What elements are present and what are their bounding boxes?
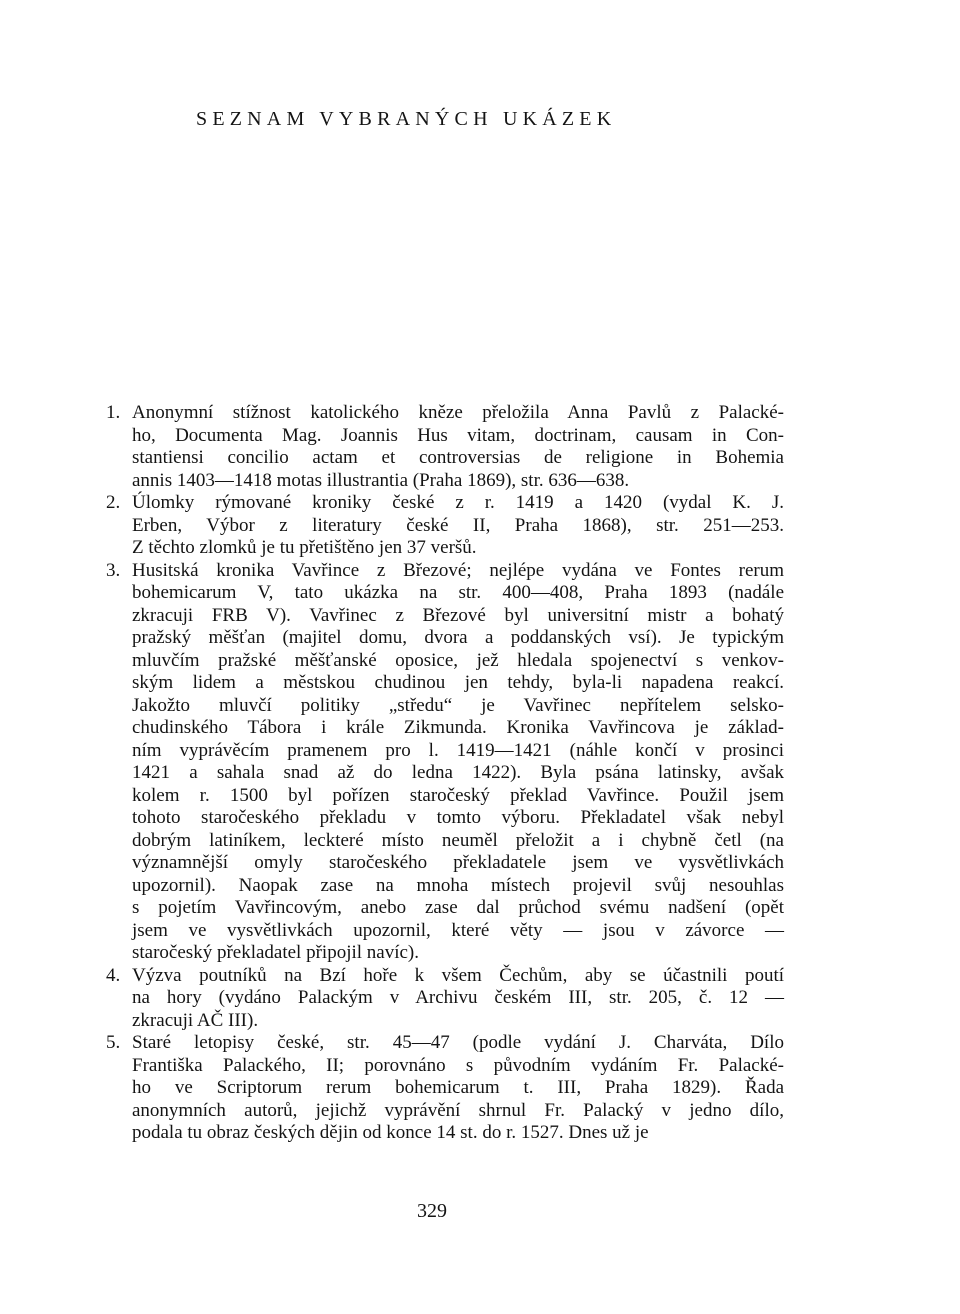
text-line: upozornil). Naopak zase na mnoha místech projevil svůj nesouhlas	[132, 874, 784, 896]
text-line: kolem r. 1500 byl pořízen staročeský překlad Vavřince. Použil jsem	[132, 784, 784, 806]
text-line: Anonymní stížnost katolického kněze přeložila Anna Pavlů z Palacké-	[132, 402, 784, 423]
entry-number: 2.	[106, 492, 121, 513]
text-line: ským lidem a městskou chudinou jen tehdy, byla-li napadena reakcí.	[132, 672, 784, 693]
text-line: s pojetím Vavřincovým, anebo zase dal průchod svému nadšení (opět	[132, 897, 784, 918]
text-line: mluvčím pražské měšťanské oposice, jež hledala spojenectví s venkov-	[132, 649, 784, 671]
list-item	[104, 1032, 784, 1145]
text-line: dobrým latiníkem, leckteré místo neuměl přeložit a i chybně četl (na	[132, 829, 784, 851]
list-item	[104, 560, 784, 965]
text-line: pražský měšťan (majitel domu, dvora a poddanských vsí). Je typickým	[132, 627, 784, 648]
entry-number: 1.	[106, 402, 121, 423]
text-line: podala tu obraz českých dějin od konce 14 st. do r. 1527. Dnes už je	[132, 1122, 649, 1143]
page-number: 329	[417, 1200, 447, 1222]
text-line: ním vyprávěcím pramenem pro l. 1419—1421 (náhle končí v prosinci	[132, 739, 784, 761]
text-line: jsem ve vysvětlivkách upozornil, které věty — jsou v závorce —	[132, 919, 784, 941]
text-line: zkracuji FRB V). Vavřinec z Březové byl universitní mistr a bohatý	[132, 604, 784, 626]
entry-number: 4.	[106, 964, 121, 986]
text-line: 1421 a sahala snad až do ledna 1422). Byla psána latinsky, avšak	[132, 762, 784, 783]
text-line: Jakožto mluvčí politiky „středu“ je Vavřinec nepřítelem selsko-	[132, 694, 784, 716]
list-item	[104, 492, 784, 560]
text-line: tohoto staročeského překladu v tomto výboru. Překladatel však nebyl	[132, 807, 784, 828]
text-line: Husitská kronika Vavřince z Březové; nejlépe vydána ve Fontes rerum	[132, 559, 784, 581]
text-line: Františka Palackého, II; porovnáno s původním vydáním Fr. Palacké-	[132, 1054, 784, 1076]
text-line: annis 1403—1418 motas illustrantia (Praha 1869), str. 636—638.	[132, 469, 630, 491]
list-item	[104, 402, 784, 492]
text-line: Erben, Výbor z literatury české II, Praha 1868), str. 251—253.	[132, 514, 784, 536]
text-line: ho, Documenta Mag. Joannis Hus vitam, doctrinam, causam in Con-	[132, 424, 784, 446]
entry-number: 3.	[106, 559, 121, 581]
text-line: stantiensi concilio actam et controversias de religione in Bohemia	[132, 447, 784, 468]
page-heading: SEZNAM VYBRANÝCH UKÁZEK	[196, 108, 617, 130]
text-line: Z těchto zlomků je tu přetištěno jen 37 veršů.	[132, 537, 477, 558]
entry-number: 5.	[106, 1032, 121, 1053]
text-line: ho ve Scriptorum rerum bohemicarum t. III, Praha 1829). Řada	[132, 1077, 784, 1098]
selection-list	[104, 402, 784, 1145]
text-line: Úlomky rýmované kroniky české z r. 1419 a 1420 (vydal K. J.	[132, 492, 784, 513]
text-line: Výzva poutníků na Bzí hoře k všem Čechům, aby se účastnili poutí	[132, 964, 784, 986]
text-line: Staré letopisy české, str. 45—47 (podle vydání J. Charváta, Dílo	[132, 1032, 784, 1053]
text-line: anonymních autorů, jejichž vyprávění shrnul Fr. Palacký v jedno dílo,	[132, 1099, 784, 1121]
text-line: významnější omyly staročeského překladatele jsem ve vysvětlivkách	[132, 852, 784, 873]
text-line: bohemicarum V, tato ukázka na str. 400—408, Praha 1893 (nadále	[132, 582, 784, 603]
list-item	[104, 965, 784, 1033]
text-line: zkracuji AČ III).	[132, 1009, 259, 1031]
text-line: na hory (vydáno Palackým v Archivu českém III, str. 205, č. 12 —	[132, 987, 784, 1008]
text-line: chudinského Tábora i krále Zikmunda. Kronika Vavřincova je základ-	[132, 717, 784, 738]
text-line: staročeský překladatel připojil navíc).	[132, 942, 420, 963]
